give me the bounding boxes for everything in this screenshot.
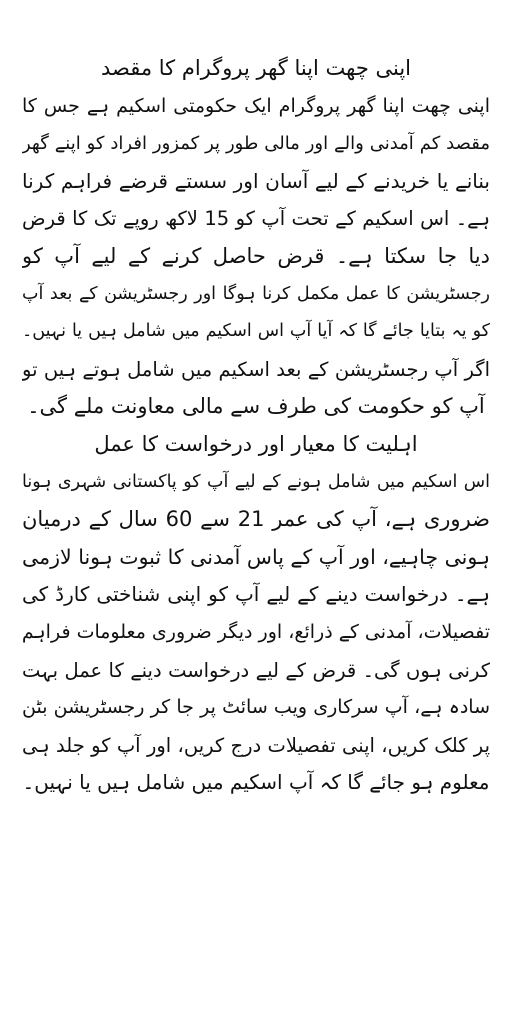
paragraph-line: بنانے یا خریدنے کے لیے آسان اور سستے قرضے فراہم کرنا	[22, 168, 490, 193]
paragraph-line: آپ کو حکومت کی طرف سے مالی معاونت ملے گی۔	[27, 394, 485, 419]
paragraph-line: ضروری ہے، آپ کی عمر 21 سے 60 سال کے درمیان	[22, 507, 490, 532]
paragraph-line: اگر آپ رجسٹریشن کے بعد اسکیم میں شامل ہوتے ہیں تو	[22, 357, 490, 381]
paragraph-line: دیا جا سکتا ہے۔ قرض حاصل کرنے کے لیے آپ کو	[22, 243, 490, 268]
paragraph-line: اس اسکیم میں شامل ہونے کے لیے آپ کو پاکستانی شہری ہونا	[22, 471, 490, 492]
paragraph-line: سادہ ہے، آپ سرکاری ویب سائٹ پر جا کر رجسٹریشن بٹن	[22, 696, 490, 719]
paragraph-line: کو یہ بتایا جائے گا کہ آیا آپ اس اسکیم میں شامل ہیں یا نہیں۔	[22, 321, 490, 342]
section-heading-eligibility: اہلیت کا معیار اور درخواست کا عمل	[94, 431, 418, 456]
paragraph-line: ہونی چاہیے، اور آپ کے پاس آمدنی کا ثبوت ہونا لازمی	[22, 544, 490, 569]
paragraph-line: اپنی چھت اپنا گھر پروگرام ایک حکومتی اسکیم ہے جس کا	[22, 94, 490, 117]
paragraph-line: رجسٹریشن کا عمل مکمل کرنا ہوگا اور رجسٹریشن کے بعد آپ	[22, 283, 490, 304]
paragraph-line: ہے۔ درخواست دینے کے لیے آپ کو اپنی شناختی کارڈ کی	[22, 582, 490, 607]
paragraph-line: مقصد کم آمدنی والے اور مالی طور پر کمزور افراد کو اپنے گھر	[22, 133, 490, 155]
paragraph-line: پر کلک کریں، اپنی تفصیلات درج کریں، اور آپ کو جلد ہی	[22, 733, 490, 757]
paragraph-line: تفصیلات، آمدنی کے ذرائع، اور دیگر ضروری معلومات فراہم	[22, 620, 490, 643]
paragraph-line: کرنی ہوں گی۔ قرض کے لیے درخواست دینے کا عمل بہت	[22, 658, 490, 682]
paragraph-line: ہے۔ اس اسکیم کے تحت آپ کو 15 لاکھ روپے تک کا قرض	[22, 207, 490, 231]
section-heading-purpose: اپنی چھت اپنا گھر پروگرام کا مقصد	[100, 56, 412, 80]
paragraph-line: معلوم ہو جائے گا کہ آپ اسکیم میں شامل ہیں یا نہیں۔	[22, 770, 490, 795]
